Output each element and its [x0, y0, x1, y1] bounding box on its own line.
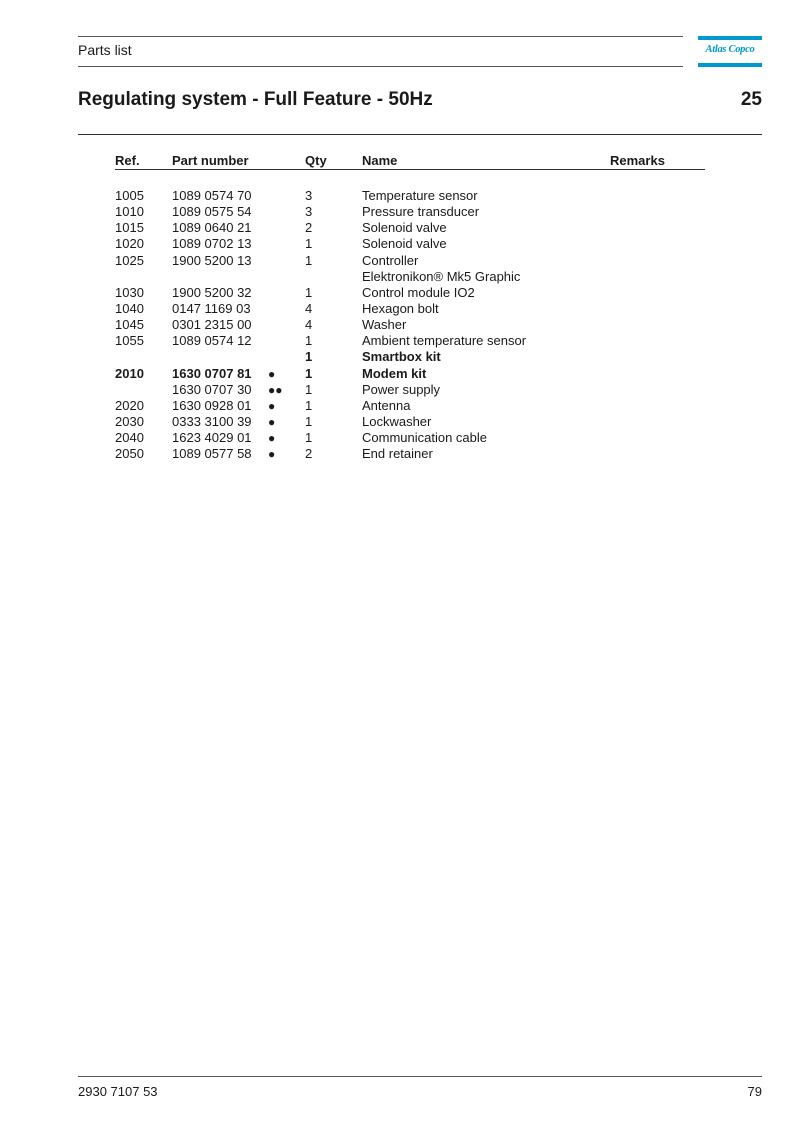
document-number: 2930 7107 53	[78, 1084, 158, 1099]
part-number-cell: 1089 0702 13	[172, 236, 252, 252]
ref-cell: 2010	[115, 365, 144, 381]
part-number-cell: 1900 5200 32	[172, 284, 252, 300]
logo-text: Atlas Copco	[705, 44, 755, 55]
table-row	[0, 220, 800, 236]
page-number: 79	[747, 1084, 762, 1099]
qty-cell: 3	[305, 188, 313, 203]
name-cell: End retainer	[362, 446, 433, 462]
ref-cell: 1010	[115, 204, 144, 220]
section-number: 25	[740, 89, 762, 110]
column-header-part-number: Part number	[172, 153, 249, 168]
table-row	[0, 188, 800, 204]
name-cell: Washer	[362, 317, 407, 333]
qty-cell: 2	[305, 220, 313, 236]
table-row	[0, 317, 800, 333]
table-row	[0, 349, 800, 365]
name-cell: Pressure transducer	[362, 204, 480, 220]
column-header-rule	[115, 169, 705, 170]
part-number-cell: 1623 4029 01	[172, 430, 252, 446]
page-title: Regulating system - Full Feature - 50Hz	[78, 89, 433, 110]
table-row	[0, 382, 800, 398]
table-row	[0, 236, 800, 252]
table-row	[0, 301, 800, 317]
column-header-remarks: Remarks	[610, 153, 665, 168]
kit-level-marker: ●●	[268, 382, 283, 397]
qty-cell: 1	[305, 252, 313, 268]
name-cell: Smartbox kit	[362, 349, 441, 365]
footer-rule	[78, 1076, 762, 1077]
column-header-ref: Ref.	[115, 153, 140, 168]
title-rule	[78, 134, 762, 135]
table-row	[0, 253, 800, 269]
table-row	[0, 398, 800, 414]
part-number-cell: 1089 0640 21	[172, 220, 252, 236]
kit-level-marker: ●	[268, 398, 276, 413]
part-number-cell: 1089 0574 12	[172, 333, 252, 349]
name-cell: Temperature sensor	[362, 188, 478, 203]
column-header-name: Name	[362, 153, 398, 168]
ref-cell: 1025	[115, 252, 144, 268]
part-number-cell: 1630 0707 30	[172, 381, 252, 397]
qty-cell: 1	[305, 397, 313, 413]
name-cell: Elektronikon® Mk5 Graphic	[362, 268, 521, 284]
qty-cell: 1	[305, 349, 313, 365]
table-row	[0, 269, 800, 285]
name-cell: Controller	[362, 252, 419, 268]
name-cell: Lockwasher	[362, 413, 432, 429]
part-number-cell: 1630 0928 01	[172, 397, 252, 413]
ref-cell: 1015	[115, 220, 144, 236]
part-number-cell: 1089 0575 54	[172, 204, 252, 220]
header-label: Parts list	[78, 42, 132, 58]
part-number-cell: 1089 0574 70	[172, 188, 252, 203]
qty-cell: 1	[305, 413, 313, 429]
parts-table	[0, 188, 800, 462]
kit-level-marker: ●	[268, 414, 276, 429]
qty-cell: 3	[305, 204, 313, 220]
table-row	[0, 446, 800, 462]
qty-cell: 1	[305, 333, 313, 349]
ref-cell: 2040	[115, 430, 144, 446]
ref-cell: 2020	[115, 397, 144, 413]
atlas-copco-logo	[698, 36, 762, 67]
qty-cell: 2	[305, 446, 313, 462]
qty-cell: 4	[305, 317, 313, 333]
name-cell: Ambient temperature sensor	[362, 333, 527, 349]
part-number-cell: 0301 2315 00	[172, 317, 252, 333]
name-cell: Hexagon bolt	[362, 300, 439, 316]
column-header-qty: Qty	[305, 153, 327, 168]
ref-cell: 2030	[115, 413, 144, 429]
ref-cell: 1030	[115, 284, 144, 300]
table-row	[0, 430, 800, 446]
table-row	[0, 204, 800, 220]
kit-level-marker: ●	[268, 431, 276, 446]
name-cell: Solenoid valve	[362, 236, 447, 252]
ref-cell: 1040	[115, 300, 144, 316]
ref-cell: 1020	[115, 236, 144, 252]
part-number-cell: 1900 5200 13	[172, 252, 252, 268]
name-cell: Solenoid valve	[362, 220, 447, 236]
ref-cell: 1045	[115, 317, 144, 333]
table-row	[0, 414, 800, 430]
part-number-cell: 0333 3100 39	[172, 413, 252, 429]
ref-cell: 2050	[115, 446, 144, 462]
header-rule-bottom	[78, 66, 683, 67]
qty-cell: 1	[305, 236, 313, 252]
qty-cell: 1	[305, 430, 313, 446]
name-cell: Antenna	[362, 397, 411, 413]
name-cell: Communication cable	[362, 430, 488, 446]
name-cell: Control module IO2	[362, 284, 475, 300]
kit-level-marker: ●	[268, 366, 276, 381]
header-rule-top	[78, 36, 683, 37]
qty-cell: 4	[305, 300, 313, 316]
qty-cell: 1	[305, 365, 313, 381]
ref-cell: 1005	[115, 188, 144, 203]
part-number-cell: 0147 1169 03	[172, 300, 251, 316]
table-row	[0, 333, 800, 349]
part-number-cell: 1630 0707 81	[172, 365, 252, 381]
kit-level-marker: ●	[268, 447, 276, 462]
qty-cell: 1	[305, 284, 313, 300]
name-cell: Modem kit	[362, 365, 427, 381]
ref-cell: 1055	[115, 333, 144, 349]
table-row	[0, 285, 800, 301]
qty-cell: 1	[305, 381, 313, 397]
table-row	[0, 366, 800, 382]
part-number-cell: 1089 0577 58	[172, 446, 252, 462]
name-cell: Power supply	[362, 381, 441, 397]
